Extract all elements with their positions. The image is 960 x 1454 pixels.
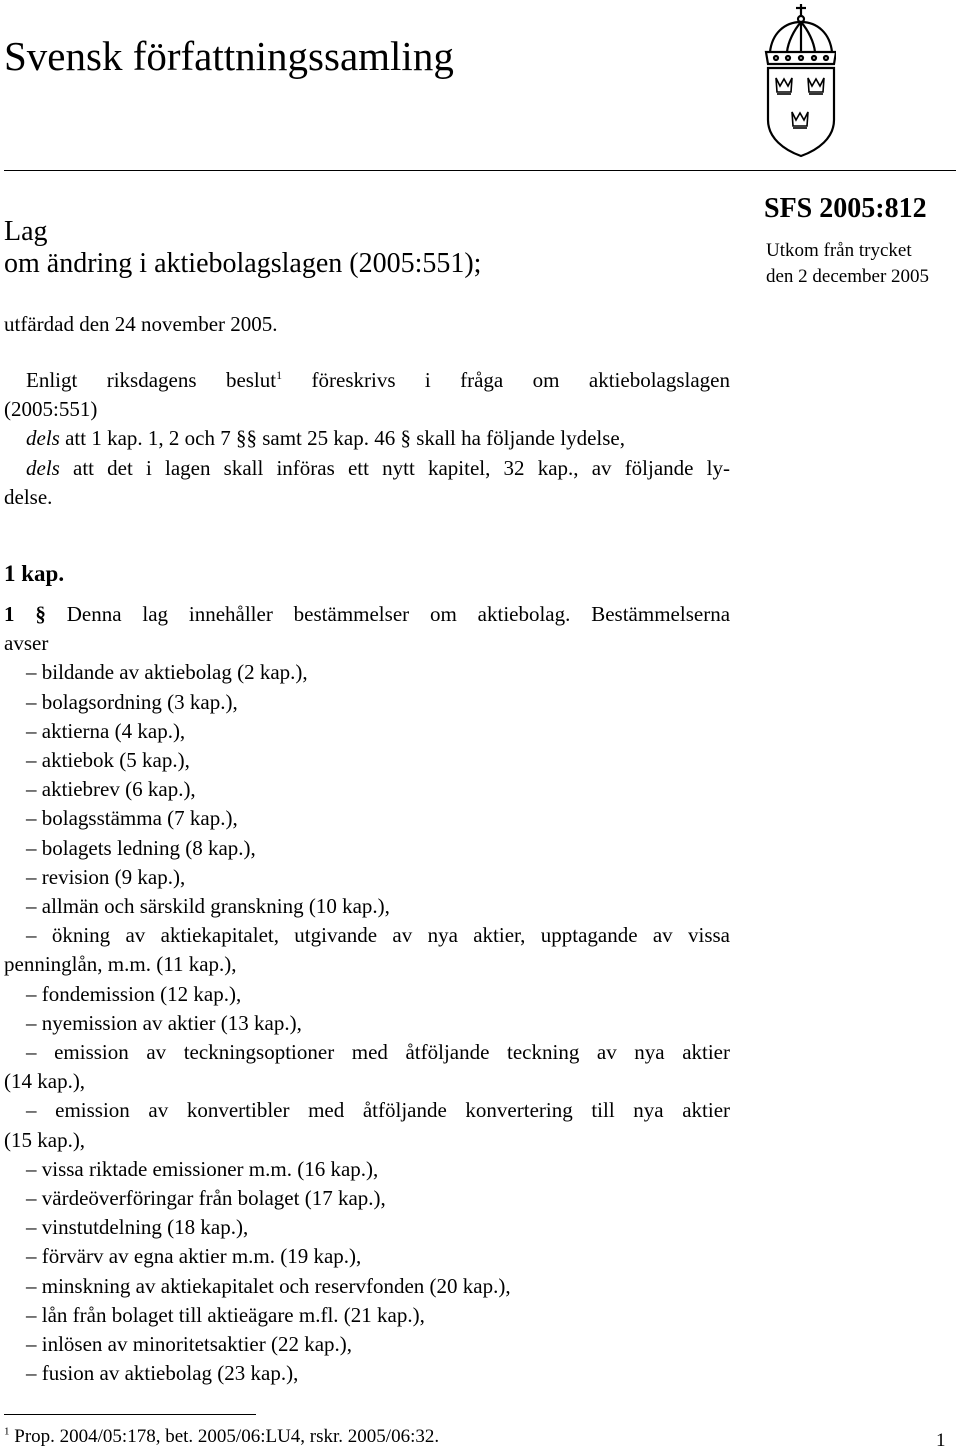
- list-item: – bildande av aktiebolag (2 kap.),: [4, 658, 730, 687]
- page-number: 1: [936, 1430, 946, 1451]
- footnote: [4, 1424, 439, 1450]
- preamble: [4, 366, 730, 512]
- preamble-text: skall ha följande lydelse,: [410, 426, 625, 451]
- footnote-ref[interactable]: 1: [276, 368, 283, 382]
- dels-label: dels: [26, 455, 60, 480]
- list-item: – vissa riktade emissioner m.m. (16 kap.),: [4, 1155, 730, 1184]
- section-text: Denna lag innehåller bestämmelser om aktiebolag. Bestämmelserna: [45, 602, 731, 626]
- footnote-rule: [4, 1414, 256, 1415]
- list-item: – förvärv av egna aktier m.m. (19 kap.),: [4, 1242, 730, 1271]
- dels-label: dels: [26, 426, 60, 451]
- preamble-line2: (2005:551): [4, 397, 98, 422]
- chapter-heading: 1 kap.: [4, 561, 65, 586]
- section-1-intro-cont: avser: [4, 631, 49, 656]
- list-item: – fondemission (12 kap.),: [4, 980, 730, 1009]
- list-item: – värdeöverföringar från bolaget (17 kap.),: [4, 1184, 730, 1213]
- publication-date: [766, 238, 929, 290]
- series-title: Svensk författningssamling: [4, 33, 454, 79]
- preamble-text: samt 25 kap. 46: [256, 426, 401, 451]
- header-rule: [4, 170, 956, 171]
- list-item: – bolagets ledning (8 kap.),: [4, 834, 730, 863]
- chapter-list: [4, 658, 730, 1388]
- list-item: – bolagsstämma (7 kap.),: [4, 804, 730, 833]
- law-title: [4, 216, 481, 280]
- preamble-dels-1: [4, 424, 730, 453]
- section-1: [4, 600, 730, 1388]
- preamble-text: att 1 kap. 1, 2 och 7: [59, 426, 236, 451]
- publication-line1: Utkom från trycket: [766, 240, 912, 261]
- list-item: – nyemission av aktier (13 kap.),: [4, 1009, 730, 1038]
- list-item-continuation: (15 kap.),: [4, 1127, 86, 1152]
- section-sign: §: [235, 426, 247, 451]
- preamble-line1: [4, 366, 730, 395]
- footnote-text: Prop. 2004/05:178, bet. 2005/06:LU4, rskr. 2005/06:32.: [9, 1426, 440, 1447]
- list-item: – emission av konvertibler med åtföljande konvertering till nya aktier: [4, 1096, 730, 1125]
- list-item-continuation: (14 kap.),: [4, 1069, 86, 1094]
- section-number: 1: [4, 602, 15, 626]
- footnote-mark: 1: [4, 1425, 10, 1438]
- list-item: – inlösen av minoritetsaktier (22 kap.),: [4, 1330, 730, 1359]
- list-item-continuation: penninglån, m.m. (11 kap.),: [4, 952, 237, 977]
- list-item: – lån från bolaget till aktieägare m.fl. (21 kap.),: [4, 1301, 730, 1330]
- law-title-line2: om ändring i aktiebolagslagen (2005:551);: [4, 248, 482, 279]
- section-sign: §: [246, 426, 257, 451]
- list-item: – bolagsordning (3 kap.),: [4, 688, 730, 717]
- list-item: – aktiebok (5 kap.),: [4, 746, 730, 775]
- preamble-text: att det i lagen skall införas ett nytt kapitel, 32 kap., av följande ly-: [59, 455, 730, 480]
- list-item: – minskning av aktiekapitalet och reservfonden (20 kap.),: [4, 1272, 730, 1301]
- list-item: – allmän och särskild granskning (10 kap.),: [4, 892, 730, 921]
- list-item: – aktierna (4 kap.),: [4, 717, 730, 746]
- list-item: – vinstutdelning (18 kap.),: [4, 1213, 730, 1242]
- swedish-coat-of-arms-icon: [754, 2, 836, 158]
- publication-line2: den 2 december 2005: [766, 266, 930, 287]
- preamble-text: föreskrivs i fråga om aktiebolagslagen: [282, 368, 730, 392]
- list-item: – emission av teckningsoptioner med åtföljande teckning av nya aktier: [4, 1038, 730, 1067]
- section-sign: §: [35, 602, 46, 626]
- list-item: – aktiebrev (6 kap.),: [4, 775, 730, 804]
- preamble-dels-2: [4, 454, 730, 483]
- section-1-intro: [4, 600, 730, 629]
- list-item: – fusion av aktiebolag (23 kap.),: [4, 1359, 730, 1388]
- issued-date: utfärdad den 24 november 2005.: [4, 312, 278, 336]
- law-title-line1: Lag: [4, 216, 48, 247]
- section-sign: §: [400, 426, 411, 451]
- preamble-text: Enligt riksdagens beslut: [26, 368, 277, 392]
- sfs-number: SFS 2005:812: [764, 193, 927, 224]
- list-item: – revision (9 kap.),: [4, 863, 730, 892]
- preamble-line5: delse.: [4, 484, 53, 509]
- list-item: – ökning av aktiekapitalet, utgivande av nya aktier, upptagande av vissa: [4, 921, 730, 950]
